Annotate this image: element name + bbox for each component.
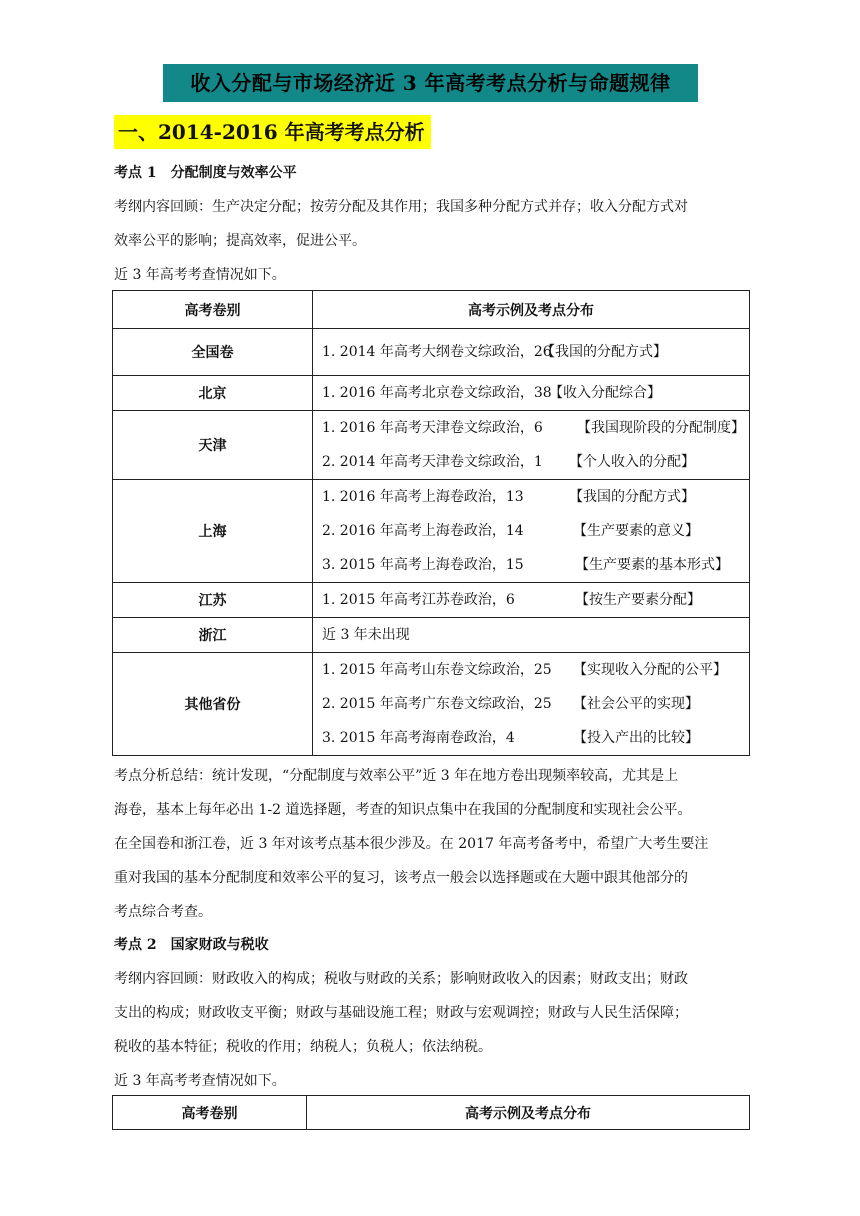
exam-item-text: 3. 2015 年高考上海卷政治，15 bbox=[322, 557, 524, 573]
table-header-row bbox=[113, 1096, 750, 1130]
kp1-summary-line: 考点综合考查。 bbox=[114, 904, 212, 920]
exam-item-topic: 【我国的分配方式】 bbox=[541, 344, 667, 360]
exam-item-topic: 【生产要素的意义】 bbox=[573, 523, 699, 539]
kp1-summary-line: 在全国卷和浙江卷，近 3 年对该考点基本很少涉及。在 2017 年高考备考中，希望广大考生要注 bbox=[114, 836, 709, 852]
exam-item bbox=[313, 411, 749, 445]
exam-item-topic: 【按生产要素分配】 bbox=[575, 592, 701, 608]
exam-item bbox=[313, 721, 749, 755]
exam-item bbox=[313, 480, 749, 514]
table-row bbox=[113, 583, 750, 618]
table-row bbox=[113, 618, 750, 653]
kp2-outline-line: 考纲内容回顾：财政收入的构成；税收与财政的关系；影响财政收入的因素；财政支出；财政 bbox=[114, 971, 688, 987]
examples-cell bbox=[313, 411, 750, 480]
exam-item-topic: 【生产要素的基本形式】 bbox=[575, 557, 729, 573]
kp2-heading bbox=[114, 935, 269, 955]
exam-item-text: 3. 2015 年高考海南卷政治，4 bbox=[322, 730, 515, 746]
table-header-row bbox=[113, 291, 750, 329]
province-cell: 天津 bbox=[113, 411, 313, 480]
kp1-heading-name: 分配制度与效率公平 bbox=[170, 165, 297, 181]
kp2-heading-num: 考点 2 bbox=[114, 937, 157, 953]
kp1-summary-line: 重对我国的基本分配制度和效率公平的复习，该考点一般会以选择题或在大题中跟其他部分的 bbox=[114, 870, 688, 886]
kp1-summary-line: 海卷，基本上每年必出 1-2 道选择题，考查的知识点集中在我国的分配制度和实现社会公平。 bbox=[114, 802, 692, 818]
exam-item-topic: 【实现收入分配的公平】 bbox=[573, 662, 727, 678]
kp2-heading-name: 国家财政与税收 bbox=[170, 937, 269, 953]
province-cell: 上海 bbox=[113, 480, 313, 583]
header-province: 高考卷别 bbox=[113, 291, 313, 329]
exam-item bbox=[313, 687, 749, 721]
kp2-outline-line: 税收的基本特征；税收的作用；纳税人；负税人；依法纳税。 bbox=[114, 1039, 492, 1055]
examples-cell bbox=[313, 653, 750, 756]
examples-cell bbox=[313, 329, 750, 376]
exam-item-text: 1. 2015 年高考江苏卷政治，6 bbox=[322, 592, 515, 608]
kp2-outline-line: 支出的构成；财政收支平衡；财政与基础设施工程；财政与宏观调控；财政与人民生活保障； bbox=[114, 1005, 688, 1021]
table-row bbox=[113, 376, 750, 411]
exam-item-text: 2. 2014 年高考天津卷文综政治，1 bbox=[322, 454, 543, 470]
header-examples: 高考示例及考点分布 bbox=[313, 291, 750, 329]
section-title: 一、2014-2016 年高考考点分析 bbox=[114, 115, 431, 149]
table-row bbox=[113, 480, 750, 583]
header-examples: 高考示例及考点分布 bbox=[307, 1096, 750, 1130]
exam-item-text: 1. 2016 年高考天津卷文综政治，6 bbox=[322, 420, 543, 436]
exam-item-topic: 【我国的分配方式】 bbox=[569, 489, 695, 505]
exam-item-text: 2. 2015 年高考广东卷文综政治，25 bbox=[322, 696, 552, 712]
kp1-outline-line: 考纲内容回顾：生产决定分配；按劳分配及其作用；我国多种分配方式并存；收入分配方式对 bbox=[114, 199, 688, 215]
table-row bbox=[113, 653, 750, 756]
exam-item-topic: 【收入分配综合】 bbox=[549, 385, 661, 401]
exam-item bbox=[313, 376, 749, 410]
province-cell: 其他省份 bbox=[113, 653, 313, 756]
examples-cell bbox=[313, 583, 750, 618]
exam-item-text: 近 3 年未出现 bbox=[322, 627, 410, 643]
kp1-summary-line: 考点分析总结：统计发现，“分配制度与效率公平”近 3 年在地方卷出现频率较高，尤其是上 bbox=[114, 768, 679, 784]
province-cell: 浙江 bbox=[113, 618, 313, 653]
province-cell: 江苏 bbox=[113, 583, 313, 618]
kp1-outline-line: 效率公平的影响；提高效率，促进公平。 bbox=[114, 233, 366, 249]
kp1-heading bbox=[114, 163, 297, 183]
exam-item-text: 1. 2016 年高考北京卷文综政治，38 bbox=[322, 385, 552, 401]
kp1-exam-table bbox=[112, 290, 750, 756]
exam-item-topic: 【社会公平的实现】 bbox=[573, 696, 699, 712]
exam-item bbox=[313, 618, 749, 652]
exam-item bbox=[313, 445, 749, 479]
exam-item bbox=[313, 583, 749, 617]
exam-item-text: 1. 2015 年高考山东卷文综政治，25 bbox=[322, 662, 552, 678]
examples-cell bbox=[313, 618, 750, 653]
exam-item bbox=[313, 335, 749, 369]
exam-item-text: 1. 2014 年高考大纲卷文综政治，26 bbox=[322, 344, 552, 360]
kp1-heading-num: 考点 1 bbox=[114, 165, 157, 181]
exam-item-topic: 【投入产出的比较】 bbox=[573, 730, 699, 746]
document-title: 收入分配与市场经济近 3 年高考考点分析与命题规律 bbox=[163, 64, 698, 102]
table-row bbox=[113, 329, 750, 376]
header-province: 高考卷别 bbox=[113, 1096, 307, 1130]
exam-item bbox=[313, 514, 749, 548]
exam-item-topic: 【我国现阶段的分配制度】 bbox=[577, 420, 745, 436]
examples-cell bbox=[313, 376, 750, 411]
exam-item bbox=[313, 653, 749, 687]
exam-item bbox=[313, 548, 749, 582]
kp2-exam-table bbox=[112, 1095, 750, 1130]
province-cell: 全国卷 bbox=[113, 329, 313, 376]
exam-item-text: 1. 2016 年高考上海卷政治，13 bbox=[322, 489, 524, 505]
exam-item-topic: 【个人收入的分配】 bbox=[569, 454, 695, 470]
kp2-intro: 近 3 年高考考查情况如下。 bbox=[114, 1073, 286, 1089]
table-row bbox=[113, 411, 750, 480]
examples-cell bbox=[313, 480, 750, 583]
kp1-intro: 近 3 年高考考查情况如下。 bbox=[114, 267, 286, 283]
exam-item-text: 2. 2016 年高考上海卷政治，14 bbox=[322, 523, 524, 539]
province-cell: 北京 bbox=[113, 376, 313, 411]
